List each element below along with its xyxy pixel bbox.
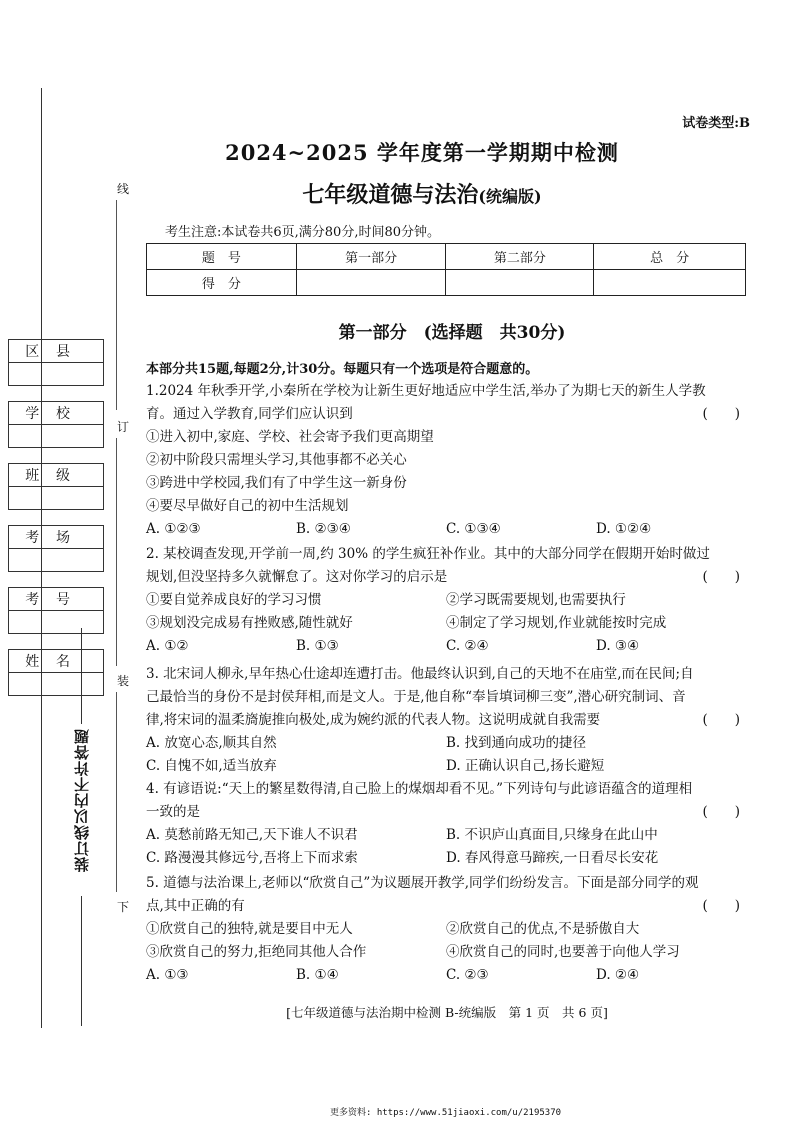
page-footer: [七年级道德与法治期中检测 B-统编版 第 1 页 共 6 页] [286,1005,608,1020]
options-row [146,847,746,870]
field-label-class: 班级 [9,464,104,487]
score-row-label: 得 分 [147,270,297,296]
option-b[interactable]: B. ②③④ [296,521,351,537]
statement-item: ④要尽早做好自己的初中生活规划 [146,498,349,514]
cut-label-zhuang: 装 [117,674,130,688]
field-input-district[interactable] [9,363,104,386]
field-label-room: 考场 [9,526,104,549]
option-d[interactable]: D. ①②④ [596,521,652,537]
score-cell-total[interactable] [594,270,746,296]
answer-parentheses[interactable]: ( ) [702,406,740,422]
option-b[interactable]: B. ①③ [296,638,339,654]
student-info-table [8,339,104,696]
question-2 [146,543,746,658]
field-input-number[interactable] [9,611,104,634]
option-a[interactable]: A. ①②③ [146,521,201,537]
exam-notice: 考生注意:本试卷共6页,满分80分,时间80分钟。 [165,225,440,240]
subject-name: 七年级道德与法治 [302,182,479,208]
cut-label-xia: 下 [117,900,130,914]
score-header: 第一部分 [296,244,446,270]
option-a[interactable]: A. ①② [146,638,189,654]
question-stem: 己最恰当的身份不是封侯拜相,而是文人。于是,他自称“奉旨填词柳三变”,潜心研究制词、音 [146,689,686,705]
option-b[interactable]: B. 不识庐山真面目,只缘身在此山中 [446,827,658,843]
field-input-class[interactable] [9,487,104,510]
statement-row [146,941,746,964]
binding-notice: 装订线以内不许答题 [73,728,91,872]
part1-intro: 本部分共15题,每题2分,计30分。每题只有一个选项是符合题意的。 [146,362,539,377]
option-b[interactable]: B. ①④ [296,967,339,983]
cut-line [116,200,117,410]
options-row [146,732,746,755]
field-label-name: 姓名 [9,650,104,673]
statement-item: ③规划没完成易有挫败感,随性就好 [146,615,353,631]
edition: (统编版) [478,187,542,206]
statement-row [146,589,746,612]
field-label-school: 学校 [9,402,104,425]
statement-item: ④制定了学习规划,作业就能按时完成 [446,615,667,631]
question-4 [146,778,746,870]
statement-row [146,918,746,941]
answer-parentheses[interactable]: ( ) [702,569,740,585]
option-a[interactable]: A. ①③ [146,967,189,983]
option-c[interactable]: C. ②④ [446,638,489,654]
question-stem: 4. 有谚语说:“天上的繁星数得清,自己脸上的煤烟却看不见。”下列诗句与此谚语蕴含的道理相 [146,781,693,797]
options-row [146,964,746,987]
option-c[interactable]: C. 路漫漫其修远兮,吾将上下而求索 [146,850,358,866]
statement-row [146,612,746,635]
option-b[interactable]: B. 找到通向成功的捷径 [446,735,587,751]
question-stem: 3. 北宋词人柳永,早年热心仕途却连遭打击。他最终认识到,自己的天地不在庙堂,而在民间;自 [146,666,694,682]
part1-title: 第一部分 (选择题 共30分) [338,323,566,343]
statement-item: ①欣赏自己的独特,就是要目中无人 [146,921,353,937]
options-row [146,824,746,847]
field-input-school[interactable] [9,425,104,448]
statement-item: ②初中阶段只需埋头学习,其他事都不必关心 [146,452,407,468]
question-stem: 点,其中正确的有 ( ) [146,895,746,918]
score-header: 题 号 [147,244,297,270]
answer-parentheses[interactable]: ( ) [702,898,740,914]
statement-item: ①要自觉养成良好的学习习惯 [146,592,322,608]
score-table [146,243,746,296]
option-d[interactable]: D. ③④ [596,638,640,654]
exam-subtitle [0,178,794,209]
statement-item: ④欣赏自己的同时,也要善于向他人学习 [446,944,680,960]
statement-item: ③跨进中学校园,我们有了中学生这一新身份 [146,475,407,491]
option-d[interactable]: D. 春风得意马蹄疾,一日看尽长安花 [446,850,659,866]
question-stem: 律,将宋词的温柔旖旎推向极处,成为婉约派的代表人物。这说明成就自我需要 ( ) [146,709,746,732]
question-stem: 一致的是 ( ) [146,801,746,824]
cut-label-ding: 订 [117,420,130,434]
exam-title: 2024~2025 学年度第一学期期中检测 [225,140,619,165]
field-input-room[interactable] [9,549,104,572]
statement-item: ②欣赏自己的优点,不是骄傲自大 [446,921,640,937]
cut-line [116,692,117,892]
options-row [146,635,746,658]
question-1 [146,380,746,541]
option-a[interactable]: A. 放宽心态,顺其自然 [146,735,277,751]
question-stem: 育。通过入学教育,同学们应认识到 ( ) [146,403,746,426]
cut-label-xian: 线 [117,182,130,196]
option-c[interactable]: C. ①③④ [446,521,501,537]
question-5 [146,872,746,987]
field-input-name[interactable] [9,673,104,696]
options-row [146,755,746,778]
question-stem: 5. 道德与法治课上,老师以“欣赏自己”为议题展开教学,同学们纷纷发言。下面是部分同学的观 [146,875,699,891]
option-d[interactable]: D. ②④ [596,967,640,983]
score-cell-part2[interactable] [446,270,594,296]
field-label-district: 区县 [9,340,104,363]
score-header: 总 分 [594,244,746,270]
option-a[interactable]: A. 莫愁前路无知己,天下谁人不识君 [146,827,358,843]
statement-item: ①进入初中,家庭、学校、社会寄予我们更高期望 [146,429,434,445]
statement-item: ②学习既需要规划,也需要执行 [446,592,626,608]
paper-type: 试卷类型:B [682,116,750,131]
statement-item: ③欣赏自己的努力,拒绝同其他人合作 [146,944,367,960]
question-stem: 规划,但没坚持多久就懈怠了。这对你学习的启示是 ( ) [146,566,746,589]
option-c[interactable]: C. ②③ [446,967,489,983]
question-3 [146,663,746,778]
answer-parentheses[interactable]: ( ) [702,712,740,728]
question-stem: 1.2024 年秋季开学,小秦所在学校为让新生更好地适应中学生活,举办了为期七天的新生人学教 [146,383,706,399]
answer-parentheses[interactable]: ( ) [702,804,740,820]
option-d[interactable]: D. 正确认识自己,扬长避短 [446,758,605,774]
option-c[interactable]: C. 自愧不如,适当放弃 [146,758,277,774]
source-link[interactable]: 更多资料: https://www.51jiaoxi.com/u/2195370 [330,1108,562,1118]
question-stem: 2. 某校调查发现,开学前一周,约 30% 的学生疯狂补作业。其中的大部分同学在假期开始时做过 [146,546,710,562]
cut-line [116,438,117,666]
notice-line-top [81,628,82,724]
score-cell-part1[interactable] [296,270,446,296]
field-label-number: 考号 [9,588,104,611]
options-row [146,518,746,541]
score-header: 第二部分 [446,244,594,270]
